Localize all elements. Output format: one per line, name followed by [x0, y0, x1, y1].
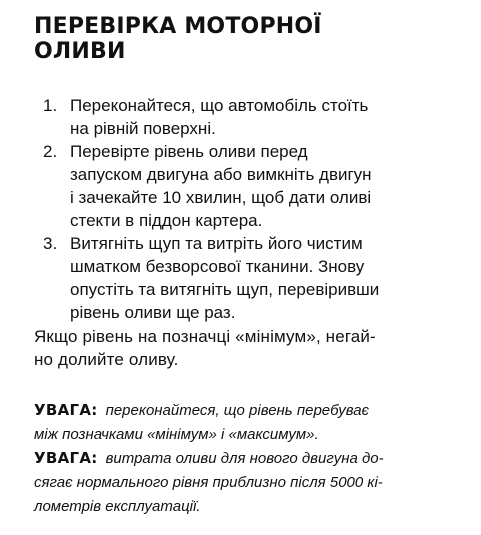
- title-line-2: ОЛИВИ: [34, 39, 126, 64]
- warning-paragraph: [34, 446, 454, 519]
- warning-line: сягає нормального рівня приблизно після 5000 кі-: [34, 474, 383, 491]
- note-paragraph: [34, 325, 454, 371]
- step-line: і зачекайте 10 хвилин, щоб дати оливі: [70, 188, 372, 207]
- warning-line: переконайтеся, що рівень перебуває: [105, 402, 370, 419]
- step-line: шматком безворсової тканини. Знову: [70, 257, 365, 276]
- step-text: [70, 94, 454, 140]
- warning-label: УВАГА:: [34, 401, 98, 419]
- warning-label: УВАГА:: [34, 449, 98, 467]
- note-line: Якщо рівень на позначці «мінімум», негай-: [34, 327, 376, 346]
- step-line: опустіть та витягніть щуп, перевіривши: [70, 280, 380, 299]
- warning-line: лометрів експлуатації.: [34, 498, 201, 515]
- title-line-1: ПЕРЕВІРКА МОТОРНОЇ: [34, 14, 322, 39]
- step-text: [70, 140, 454, 232]
- page-title: [34, 14, 464, 64]
- list-item: [34, 94, 454, 140]
- warning-paragraph: [34, 398, 454, 447]
- warning-line: витрата оливи для нового двигуна до-: [105, 450, 384, 467]
- note-line: но долийте оливу.: [34, 350, 179, 369]
- step-line: рівень оливи ще раз.: [70, 303, 236, 322]
- list-item: [34, 232, 454, 324]
- step-line: запуском двигуна або вимкніть двигун: [70, 165, 372, 184]
- step-line: стекти в піддон картера.: [70, 211, 263, 230]
- step-text: [70, 232, 454, 324]
- step-number: 2.: [43, 142, 58, 161]
- list-item: [34, 140, 454, 232]
- steps-list: [34, 94, 454, 324]
- warnings-block: [34, 398, 454, 518]
- step-line: Витягніть щуп та витріть його чистим: [70, 234, 363, 253]
- step-line: на рівній поверхні.: [70, 119, 216, 138]
- step-number: 1.: [43, 96, 58, 115]
- step-line: Переконайтеся, що автомобіль стоїть: [70, 96, 369, 115]
- warning-line: між позначками «мінімум» і «максимум».: [34, 426, 319, 443]
- step-line: Перевірте рівень оливи перед: [70, 142, 308, 161]
- step-number: 3.: [43, 234, 58, 253]
